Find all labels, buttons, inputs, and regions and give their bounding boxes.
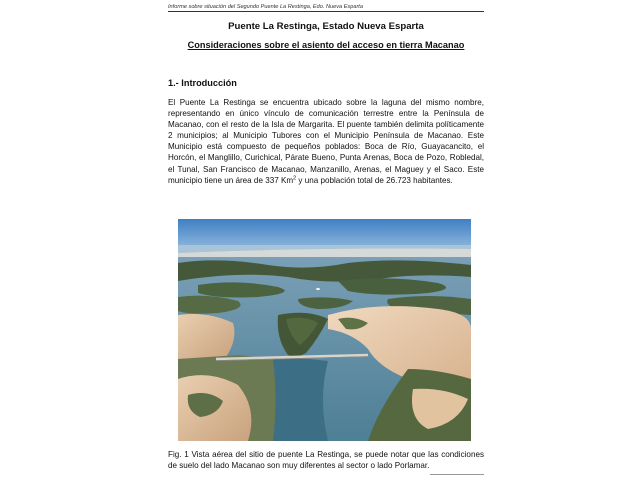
area-superscript: 2 bbox=[293, 174, 297, 181]
paragraph-text: El Puente La Restinga se encuentra ubicado sobre la laguna del mismo nombre, representando en único vínculo de comunicación terrestre entre la Península de Macanao, con el resto de la Isla de Margarita. El puente también delimita políticamente 2 municipios; al Municipio Tubores con el Municipio Península de Macanao. Este Municipio está compuesto de pequeños poblados: Boca de Río, Guayacancito, el Horcón, el Manglillo, Curichical, Párate Bueno, Punta Arenas, Boca de Pozo, Robledal, el Tunal, San Francisco de Macanao, Manzanillo, Arenas, el Maguey y el Saco. Este municipio tiene un área de 337 Km bbox=[168, 98, 484, 185]
document-subtitle: Consideraciones sobre el asiento del acceso en tierra Macanao bbox=[187, 40, 465, 50]
paragraph-text-end: y una población total de 26.723 habitantes. bbox=[296, 175, 453, 185]
introduction-paragraph bbox=[168, 97, 484, 186]
running-header: Informe sobre situación del Segundo Puente La Restinga, Edo. Nueva Esparta bbox=[168, 4, 484, 12]
page-footer-rule bbox=[430, 474, 484, 480]
aerial-photo-illustration bbox=[178, 219, 471, 441]
section-heading-introduccion: 1.- Introducción bbox=[168, 78, 237, 88]
aerial-photo-la-restinga bbox=[178, 219, 471, 441]
figure-caption: Fig. 1 Vista aérea del sitio de puente La Restinga, se puede notar que las condiciones de suelo del lado Macanao son muy diferentes al sector o lado Porlamar. bbox=[168, 450, 484, 471]
document-title: Puente La Restinga, Estado Nueva Esparta bbox=[228, 21, 424, 32]
